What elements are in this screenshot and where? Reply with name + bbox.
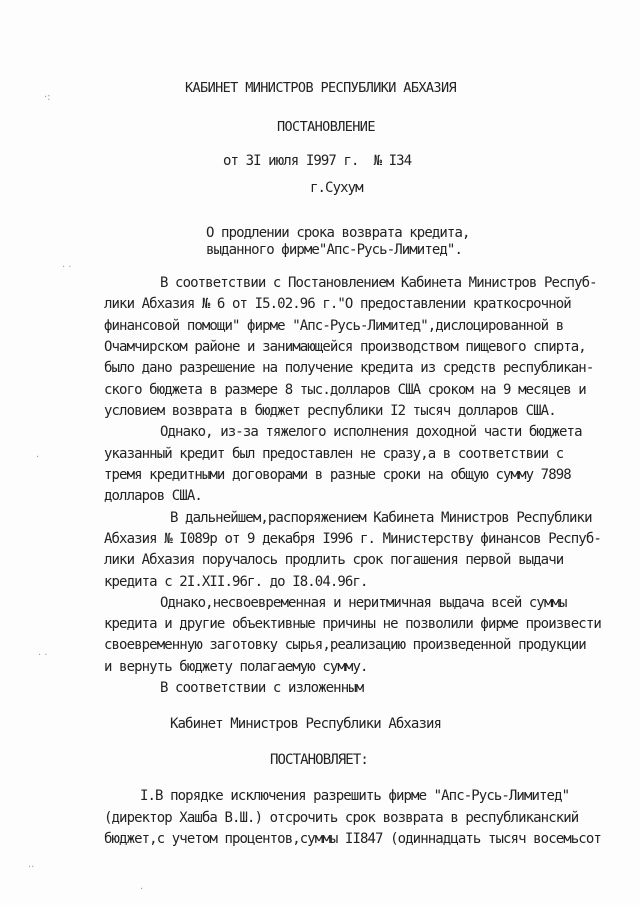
body-line: лики Абхазия поручалось продлить срок погашения первой выдачи bbox=[104, 552, 564, 568]
body-line: лики Абхазия № 6 от I5.02.96 г."О предоставлении краткосрочной bbox=[104, 296, 571, 312]
body-line: своевременную заготовку сырья,реализацию произведенной продукции bbox=[104, 637, 586, 653]
body-line: В соответствии с Постановлением Кабинета Министров Респуб- bbox=[160, 275, 597, 291]
body-line: и вернуть бюджету полагаемую сумму. bbox=[104, 659, 368, 675]
body-line: кредита с 2I.XII.96г. до I8.04.96г. bbox=[104, 574, 368, 590]
scan-speck: · · bbox=[62, 262, 72, 273]
body-line: кредита и другие объективные причины не позволили фирме произвести bbox=[104, 616, 601, 632]
body-line: тремя кредитными договорами в разные сроки на общую сумму 7898 bbox=[104, 467, 571, 483]
city: г.Сухум bbox=[310, 180, 363, 196]
body-line: долларов США. bbox=[104, 488, 202, 504]
body-line: ского бюджета в размере 8 тыс.долларов США сроком на 9 месяцев и bbox=[104, 382, 586, 398]
item-line: I.В порядке исключения разрешить фирме "Апс-Русь-Лимитед" bbox=[140, 788, 570, 804]
resolution-subject: Кабинет Министров Республики Абхазия bbox=[170, 716, 442, 732]
item-line: бюджет,с учетом процентов,суммы II847 (одиннадцать тысяч восемьсот bbox=[104, 831, 601, 847]
scan-speck: · bbox=[36, 452, 40, 463]
body-line: Однако,несвоевременная и неритмичная выдача всей суммы bbox=[160, 595, 567, 611]
body-line: Абхазия № I089р от 9 декабря I996 г. Министерству финансов Респуб- bbox=[104, 531, 601, 547]
body-line: финансовой помощи" фирме "Апс-Русь-Лимитед",дислоцированной в bbox=[104, 318, 564, 334]
date-number: от 3I июля I997 г. № I34 bbox=[223, 153, 412, 169]
scan-speck: ·· bbox=[28, 862, 35, 873]
subject-line-2: выданного фирме"Апс-Русь-Лимитед". bbox=[206, 242, 462, 258]
body-line: указанный кредит был предоставлен не сразу,а в соответствии с bbox=[104, 446, 564, 462]
body-line: условием возврата в бюджет республики I2 тысяч долларов США. bbox=[104, 403, 556, 419]
body-line: было дано разрешение на получение кредита из средств республикан- bbox=[104, 360, 594, 376]
body-line: Однако, из-за тяжелого исполнения доходной части бюджета bbox=[160, 424, 582, 440]
scan-speck: ·: bbox=[44, 92, 51, 103]
body-line: Очамчирском районе и занимающейся производством пищевого спирта, bbox=[104, 339, 586, 355]
body-line: В дальнейшем,распоряжением Кабинета Министров Республики bbox=[170, 510, 592, 526]
body-line: В соответствии с изложенным bbox=[160, 680, 364, 696]
item-line: (директор Хашба В.Ш.) отсрочить срок возврата в республиканский bbox=[104, 810, 579, 826]
scan-speck: · bbox=[140, 884, 144, 895]
document-type: ПОСТАНОВЛЕНИЕ bbox=[277, 119, 375, 135]
cabinet-title: КАБИНЕТ МИНИСТРОВ РЕСПУБЛИКИ АБХАЗИЯ bbox=[185, 80, 456, 96]
subject-line-1: О продлении срока возврата кредита, bbox=[206, 225, 470, 241]
scan-speck: · · bbox=[38, 650, 48, 661]
resolution-verb: ПОСТАНОВЛЯЕТ: bbox=[270, 752, 368, 768]
